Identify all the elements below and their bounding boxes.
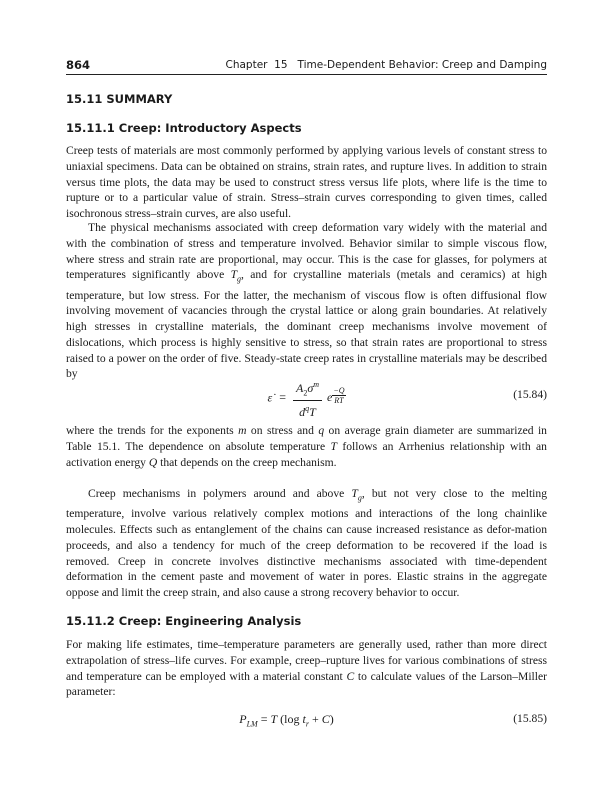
symbol-tg-subscript: g (357, 493, 362, 503)
paragraph-exponent-trends (66, 423, 547, 470)
symbol-q-upper: Q (148, 455, 158, 469)
eq-plus: + (308, 712, 322, 726)
eq-a-sub: 2 (303, 388, 308, 398)
subsection-heading-engineering: 15.11.2 Creep: Engineering Analysis (66, 614, 302, 628)
eq-m: m (313, 380, 320, 389)
eq-exp-num: −Q (333, 386, 345, 396)
symbol-tg: T (351, 487, 358, 500)
text-run: that depends on the creep mechanism. (157, 455, 337, 469)
eq-time: t (302, 712, 306, 726)
header-rule (66, 74, 547, 75)
paragraph-life-estimates (66, 637, 547, 700)
eq-exp-base: e (327, 390, 333, 405)
eq-equals: = (279, 390, 286, 405)
eq-log: (log (277, 712, 303, 726)
paragraph-creep-tests: Creep tests of materials are most commonly performed by applying various levels of constant stress to uniaxial specimens. Data can be obtained on strains, strain rates, and rupture lives. In addition to strain versus time plots, the data may be used to construct stress versus life plots, where life is the time to rupture or to a particular value of strain. Stress–strain curves corresponding to given times, called isochronous stress–strain curves, are also useful. (66, 144, 547, 221)
text-run: For making life estimates, time–temperature parameters are generally used, rather than more direct extrapolation of stress–life curves. For example, creep–rupture lives for various combinations of stress and temperature can be employed with a material constant (66, 638, 547, 683)
section-heading: 15.11 SUMMARY (66, 92, 173, 106)
eq-fraction (293, 378, 322, 419)
text-run: to calculate values of the Larson–Miller parameter: (66, 669, 548, 699)
eq-c: C (321, 712, 330, 726)
text-run: , and for crystalline materials (metals and ceramics) at high temperature, but low stress. For the latter, the mechanism of viscous flow is often diffusional flow involving movement of vacancies through the crystal lattice or along grain boundaries. At relatively high stresses in crystalline materials, the dominant creep mechanisms involve movement of dislocations, which process is highly sensitive to stress, so that strain rates are proportional to stress raised to a power on the order of five. Steady-state creep rates in crystalline materials may be described by (66, 268, 547, 381)
text-run: follows an Arrhenius relationship with an activation energy (66, 439, 547, 469)
symbol-t: T (330, 439, 337, 453)
text-run: on stress and (246, 424, 319, 437)
eq-exp-den: RT (334, 396, 344, 406)
symbol-tg-subscript: g (237, 274, 242, 284)
eq-d: d (299, 405, 306, 420)
eq-denominator (296, 401, 319, 419)
symbol-q: q (318, 424, 325, 437)
eq-t: T (309, 405, 316, 420)
equation-number: (15.85) (513, 712, 547, 725)
page-number: 864 (66, 58, 91, 72)
text-run: on average grain diameter are summarized in Table 15.1. The dependence on absolute temperature (66, 424, 547, 453)
text-run: Creep mechanisms in polymers around and above (88, 487, 352, 500)
eq-p-sub: LM (246, 719, 258, 729)
symbol-tg: T (230, 268, 238, 282)
text-run: where the trends for the exponents (66, 424, 239, 437)
symbol-m: m (238, 424, 247, 437)
eq-sigma: σ (307, 381, 314, 395)
eq-close-paren: ) (329, 712, 334, 726)
symbol-c: C (346, 669, 355, 683)
paragraph-physical-mechanisms (66, 220, 547, 382)
chapter-title: Chapter 15 Time-Dependent Behavior: Creep and Damping (225, 59, 547, 71)
eq-q: q (305, 404, 310, 414)
eq-equals: = (257, 712, 271, 726)
eq-lhs-strain-rate: ε̇ (267, 390, 273, 405)
paragraph-polymer-creep (66, 486, 547, 601)
eq-a: A (295, 381, 304, 395)
eq-time-sub: r (305, 719, 309, 729)
equation-15-85 (66, 710, 547, 734)
eq-t: T (270, 712, 278, 726)
eq-exponent (332, 386, 345, 405)
subsection-heading-introductory: 15.11.1 Creep: Introductory Aspects (66, 121, 302, 135)
text-run: The physical mechanisms associated with creep deformation vary widely with the material and with the combination of stress and temperature involved. Behavior similar to simple viscous flow, where stress and strain rate are proportional, may occur. This is the case for glasses, for polymers at temperatures significantly above (66, 221, 547, 282)
text-run: , but not very close to the melting temperature, involve various relatively complex motions and interactions of the long chainlike molecules. Effects such as entanglement of the chains can cause increased resistance as defor-mation proceeds, and also a tendency for much of the creep deformation to be recovered if the load is removed. Creep in concrete involves distinctive mechanisms associated with time-dependent deformation in the cement paste and movement of water in pores. Elastic strains in the aggregate oppose and limit the creep strain, and also cause a strong recovery behavior to occur. (66, 487, 547, 600)
eq-numerator (293, 378, 322, 401)
equation-15-84 (66, 376, 547, 420)
eq-p: P (239, 712, 247, 726)
equation-number: (15.84) (513, 388, 547, 401)
